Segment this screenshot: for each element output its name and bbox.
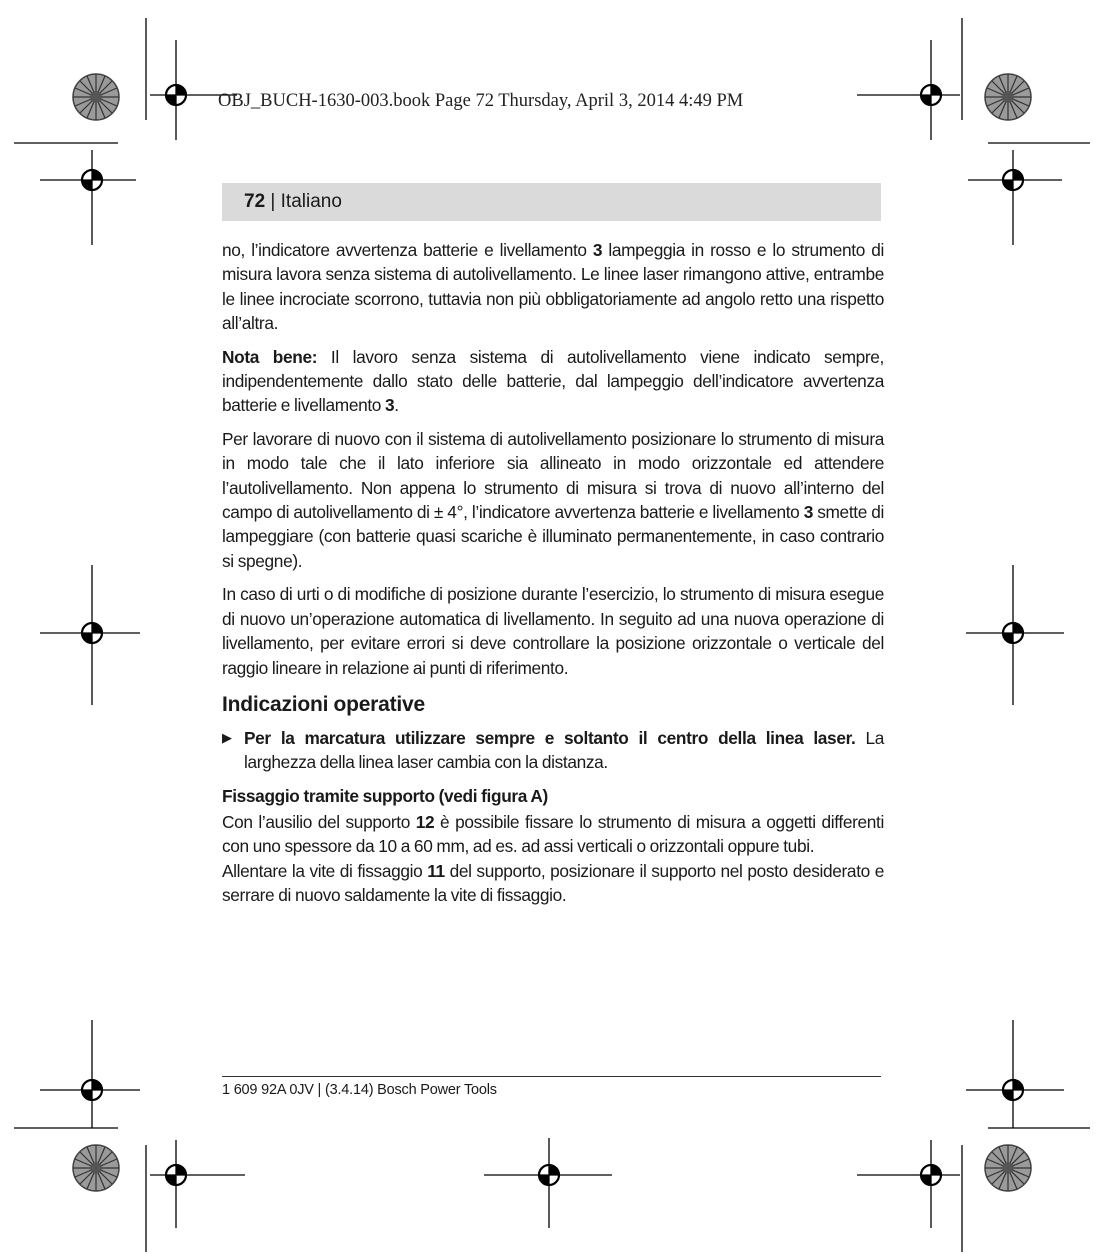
section-heading: Indicazioni operative [222,692,426,716]
ref-number: 11 [427,860,445,881]
header-separator: | [265,191,281,212]
subsection-heading: Fissaggio tramite supporto (vedi figura A) [222,785,548,806]
footer-rule [222,1076,881,1077]
ref-number: 3 [385,395,395,416]
print-job-header: OBJ_BUCH-1630-003.book Page 72 Thursday, April 3, 2014 4:49 PM [218,91,744,111]
paragraph-support: Con l’ausilio del supporto 12 è possibile fissare lo strumento di misura a oggetti differenti con uno spessore da 10 a 60 mm, ad es. ad assi verticali o orizzontali oppure tubi. [222,811,884,857]
language-label: Italiano [280,191,342,212]
page-footer: 1 609 92A 0JV | (3.4.14) Bosch Power Tools [222,1082,497,1098]
ref-number: 3 [803,502,813,523]
paragraph-impacts: In caso di urti o di modifiche di posizione durante l’esercizio, lo strumento di misura esegue di nuovo un’operazione automatica di livellamento. In seguito ad una nuova operazione di livellamento, per evitare errori si deve controllare la posizione orizzontale o verticale del raggio lineare in relazione ai punti di riferimento. [222,584,884,678]
paragraph-continuation: no, l’indicatore avvertenza batterie e livellamento 3 lampeggia in rosso e lo strumento di misura lavora senza sistema di autolivellamento. Le linee laser rimangono attive, entrambe le linee incrociate scorrono, tuttavia non più obbligatoriamente ad angolo retto una rispetto all’altra. [222,240,884,334]
ref-number: 12 [415,811,435,832]
page-content [222,238,884,916]
paragraph-autolevel: Per lavorare di nuovo con il sistema di autolivellamento posizionare lo strumento di misura in modo tale che il lato inferiore sia allineato in modo orizzontale ed attendere l’autolivellamento. Non appena lo strumento di misura si trova di nuovo all’interno del campo di autolivellamento di ± 4°, l’indicatore avvertenza batterie e livellamento 3 smette di lampeggiare (con batterie quasi scariche è illuminato permanentemente, in caso contrario si spegne). [222,428,884,571]
note-label: Nota bene: [222,346,318,367]
paragraph-screw: Allentare la vite di fissaggio 11 del supporto, posizionare il supporto nel posto desiderato e serrare di nuovo saldamente la vite di fissaggio. [222,860,884,905]
ref-number: 3 [592,240,603,260]
bullet-item: ▶ Per la marcatura utilizzare sempre e soltanto il centro della linea laser. La larghezza della linea laser cambia con la distanza. [222,726,884,775]
bullet-arrow-icon: ▶ [222,729,232,745]
note-paragraph: Nota bene: Il lavoro senza sistema di autolivellamento viene indicato sempre, indipendentemente dallo stato delle batterie, dal lampeggio dell’indicatore avvertenza batterie e livellamento 3. [222,346,884,416]
bullet-bold: Per la marcatura utilizzare sempre e soltanto il centro della linea laser. [244,727,856,748]
page-header [244,191,342,213]
page-header-bar [222,183,881,221]
page-number: 72 [244,191,266,212]
